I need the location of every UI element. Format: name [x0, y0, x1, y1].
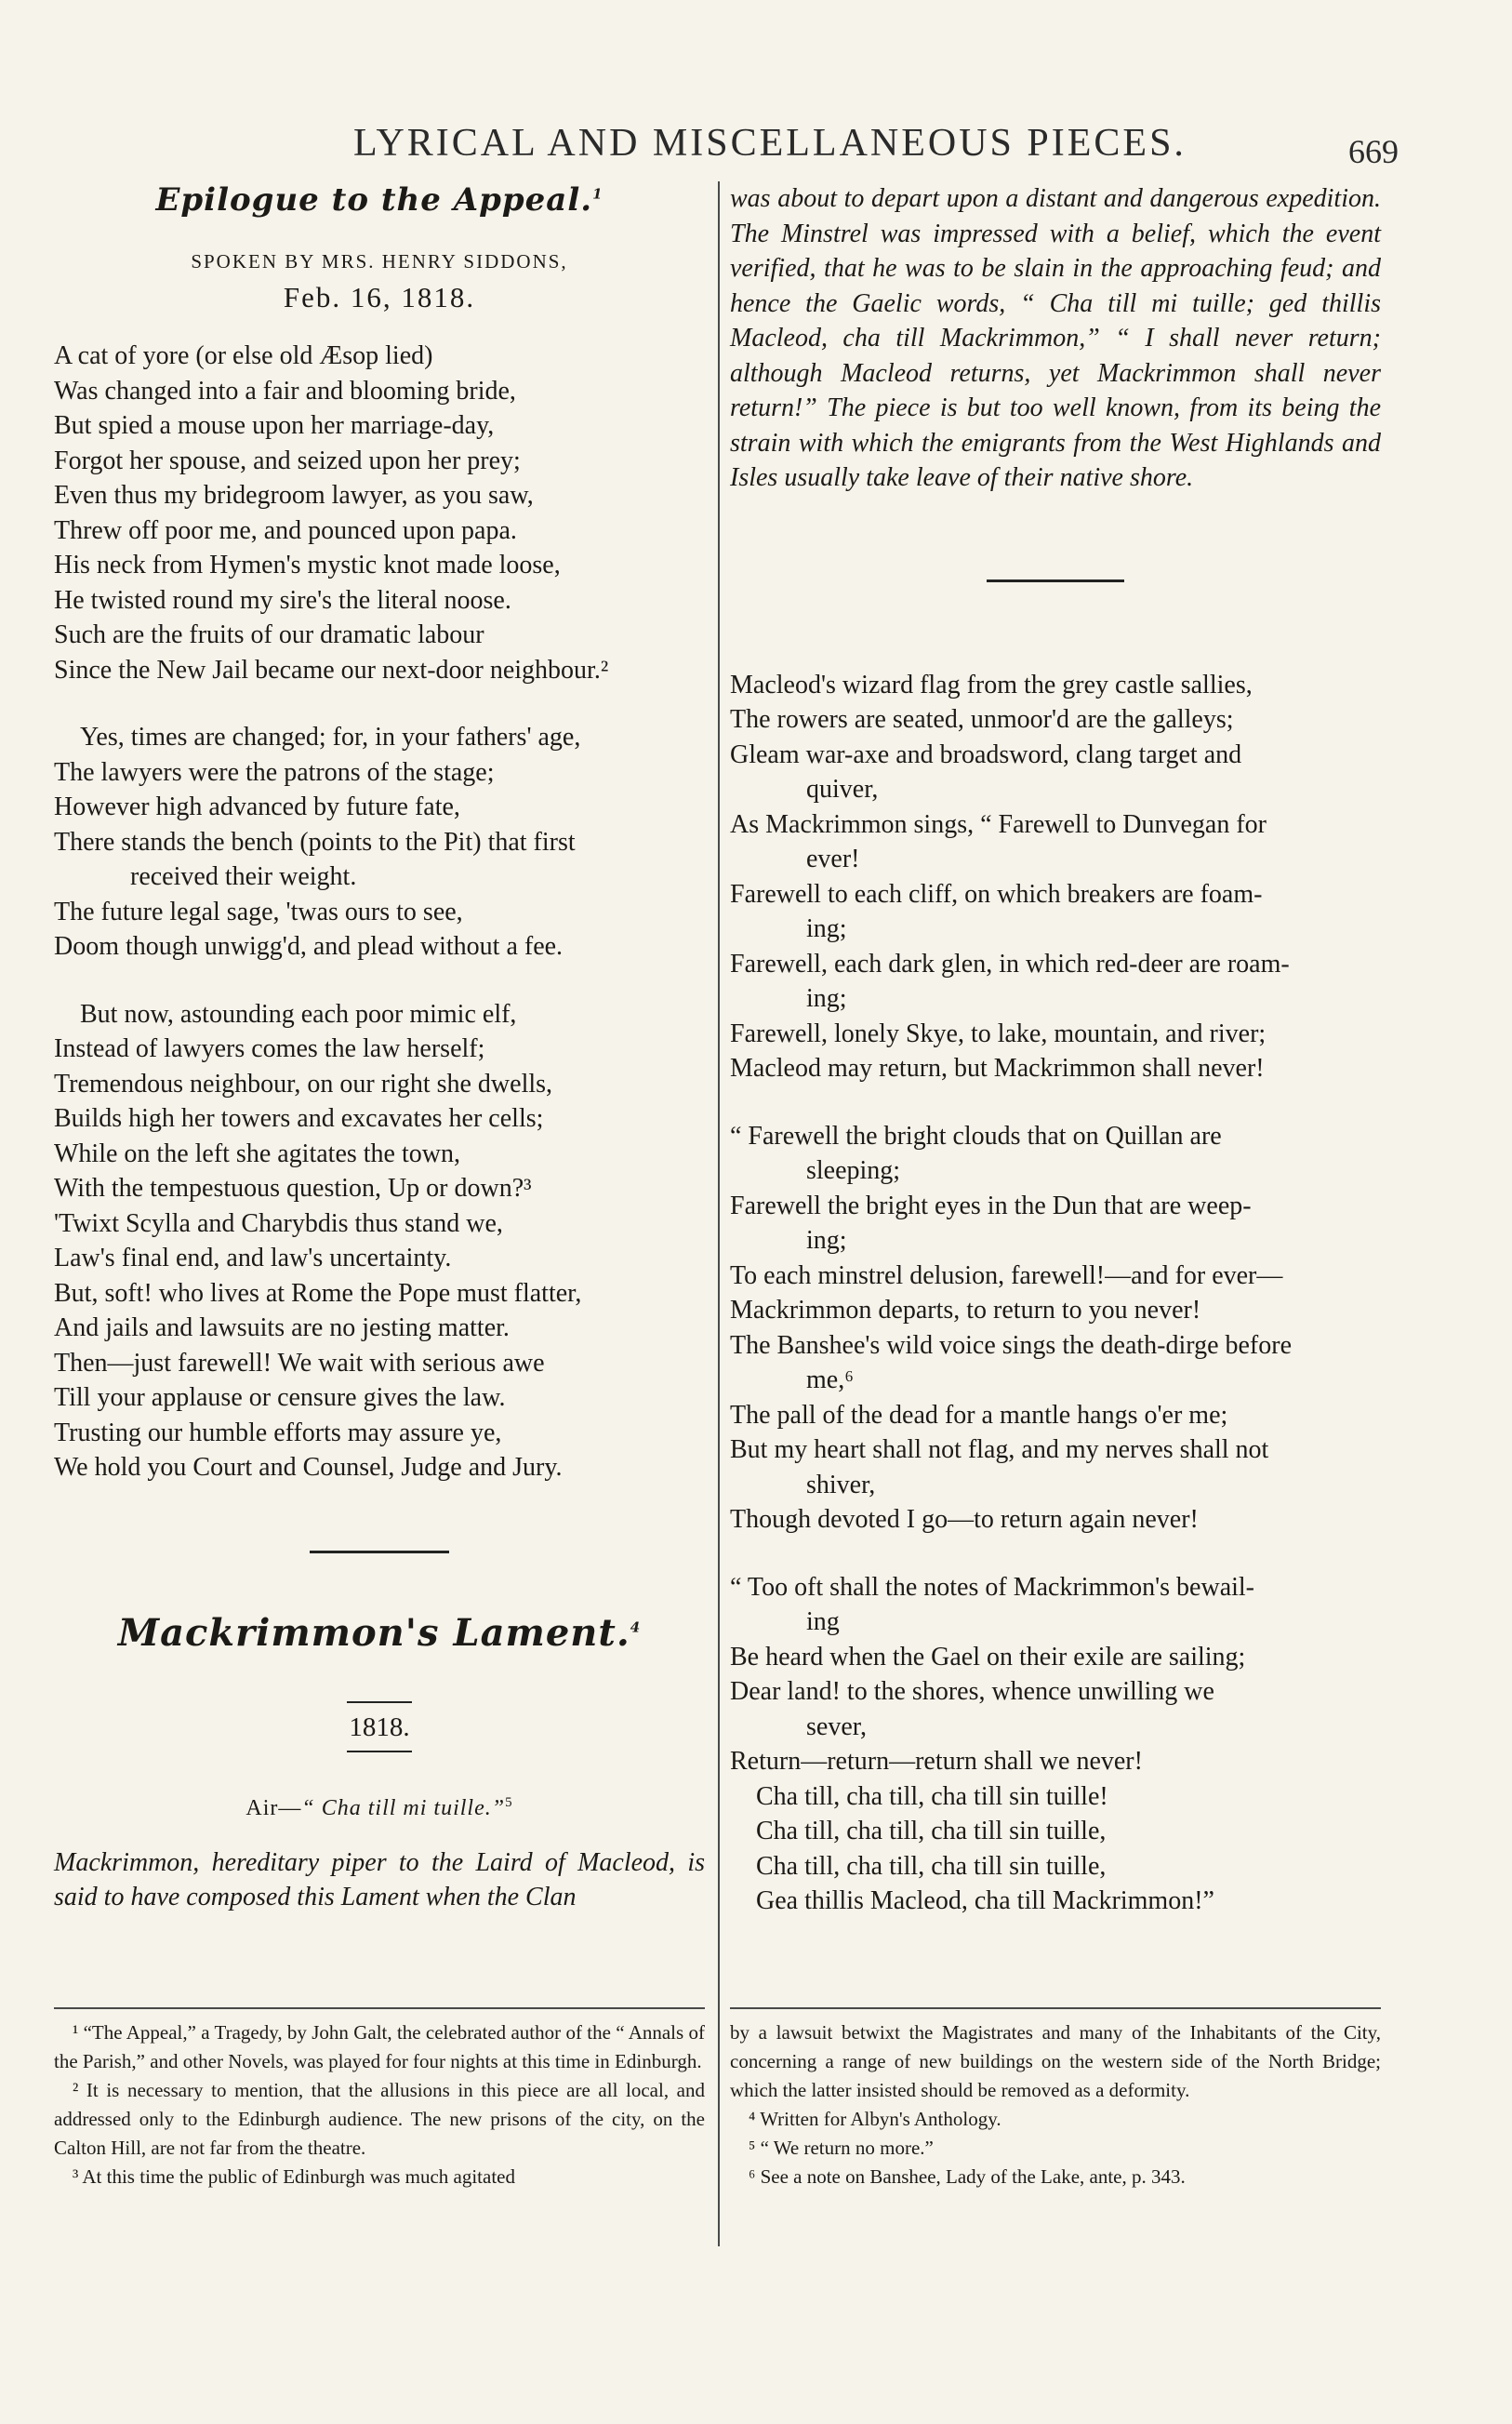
poem-line: Though devoted I go—to return again never! — [730, 1505, 1199, 1534]
poem-line: While on the left she agitates the town, — [54, 1139, 460, 1168]
poem-line: And jails and lawsuits are no jesting matter. — [54, 1313, 510, 1342]
lament-prefatory-left: Mackrimmon, hereditary piper to the Laird of Macleod, is said to have composed this Lament when the Clan — [54, 1847, 705, 1911]
poem-line: Law's final end, and law's uncertainty. — [54, 1244, 452, 1272]
poem-line: Farewell, each dark glen, in which red-deer are roam- — [730, 949, 1290, 979]
poem-line: Doom though unwigg'd, and plead without a fee. — [54, 932, 564, 961]
poem-line: Then—just farewell! We wait with serious awe — [54, 1348, 545, 1378]
page-header — [0, 112, 1512, 177]
poem-line: Tremendous neighbour, on our right she dwells, — [54, 1069, 553, 1099]
epilogue-stanza-2 — [54, 720, 705, 965]
poem-line: Trusting our humble efforts may assure ye, — [54, 1418, 502, 1447]
lament-title-note: 4 — [630, 1618, 642, 1636]
poem-line: Even thus my bridegroom lawyer, as you saw, — [54, 481, 534, 510]
poem-line: Macleod's wizard flag from the grey castle sallies, — [730, 670, 1253, 699]
poem-line: But my heart shall not flag, and my nerves shall not — [730, 1435, 1269, 1464]
poem-line: sever, — [806, 1711, 867, 1741]
section-divider — [310, 1551, 449, 1553]
poem-line: Gea thillis Macleod, cha till Mackrimmon!” — [756, 1886, 1214, 1915]
poem-line: Instead of lawyers comes the law herself; — [54, 1034, 485, 1063]
lament-prefatory-right: was about to depart upon a distant and dangerous expedition. The Minstrel was impressed with a belief, which the event verified, that he was to be slain in the approaching feud; and hence the Gaelic words, “ Cha till mi tuille; ged thillis Macleod, cha till Mackrimmon,” “ I shall never return; although Macleod returns, yet Mackrimmon shall never return!” The piece is but too well known, from its being the strain with which the emigrants from the West Highlands and Isles usually take leave of their native shore. — [730, 184, 1381, 492]
poem-line: Macleod may return, but Mackrimmon shall never! — [730, 1054, 1265, 1083]
poem-line: Builds high her towers and excavates her cells; — [54, 1104, 544, 1133]
poem-line: Farewell the bright eyes in the Dun that are weep- — [730, 1191, 1252, 1220]
epilogue-title-note: 1 — [592, 185, 603, 203]
poem-line: Yes, times are changed; for, in your fathers' age, — [80, 723, 581, 752]
poem-line: Dear land! to the shores, whence unwilling we — [730, 1677, 1214, 1706]
poem-line: The Banshee's wild voice sings the death-dirge before — [730, 1330, 1293, 1360]
epilogue-title-text: Epilogue to the Appeal. — [155, 181, 593, 219]
poem-line: To each minstrel delusion, farewell!—and for ever— — [730, 1260, 1283, 1290]
year-rule — [347, 1701, 412, 1703]
epilogue-date: Feb. 16, 1818. — [283, 281, 476, 313]
poem-line: He twisted round my sire's the literal noose. — [54, 585, 511, 615]
poem-line: quiver, — [806, 775, 879, 804]
lament-title-text: Mackrimmon's Lament. — [117, 1610, 630, 1655]
footnote: ⁵ “ We return no more.” — [749, 2137, 934, 2159]
footnote: ³ At this time the public of Edinburgh was much agitated — [73, 2165, 515, 2188]
footnote: ⁴ Written for Albyn's Anthology. — [749, 2108, 1001, 2130]
lament-stanza-1 — [730, 668, 1381, 1086]
poem-line: But now, astounding each poor mimic elf, — [80, 999, 517, 1029]
poem-line: The lawyers were the patrons of the stage; — [54, 757, 495, 787]
poem-line: shiver, — [806, 1470, 876, 1499]
poem-line: Was changed into a fair and blooming bride, — [54, 376, 516, 406]
poem-line: Till your applause or censure gives the law. — [54, 1383, 506, 1412]
footnote: ¹ “The Appeal,” a Tragedy, by John Galt, the celebrated author of the “ Annals of the Parish,” and other Novels, was played for four nights at this time in Edinburgh. — [54, 2021, 705, 2072]
footnotes-right — [730, 2018, 1381, 2191]
air-note: 5 — [505, 1794, 513, 1810]
air-label: Air— — [245, 1795, 302, 1820]
left-column — [54, 181, 705, 1915]
poem-line: ing; — [806, 1226, 847, 1255]
poem-line: The rowers are seated, unmoor'd are the galleys; — [730, 705, 1234, 734]
footnote: by a lawsuit betwixt the Magistrates and many of the Inhabitants of the City, concerning a range of new buildings on the western side of the North Bridge; which the latter insisted should be removed as a deformity. — [730, 2021, 1381, 2101]
lament-title — [54, 1611, 705, 1655]
poem-line: His neck from Hymen's mystic knot made loose, — [54, 551, 561, 579]
poem-line: received their weight. — [130, 862, 357, 891]
poem-line: A cat of yore (or else old Æsop lied) — [54, 341, 433, 370]
poem-line: 'Twixt Scylla and Charybdis thus stand we, — [54, 1208, 503, 1238]
lament-stanza-2 — [730, 1119, 1381, 1538]
poem-line: Return—return—return shall we never! — [730, 1747, 1143, 1776]
poem-line: Gleam war-axe and broadsword, clang target and — [730, 739, 1242, 769]
poem-line: Farewell to each cliff, on which breakers are foam- — [730, 879, 1263, 909]
poem-line: Such are the fruits of our dramatic labour — [54, 620, 484, 649]
lament-stanza-3 — [730, 1570, 1381, 1919]
footnote: ⁶ See a note on Banshee, Lady of the Lake, ante, p. 343. — [749, 2165, 1186, 2188]
poem-line: ing; — [806, 984, 847, 1013]
poem-line: We hold you Court and Counsel, Judge and Jury. — [54, 1453, 563, 1482]
poem-line: Cha till, cha till, cha till sin tuille, — [756, 1817, 1107, 1845]
running-title: LYRICAL AND MISCELLANEOUS PIECES. — [353, 122, 1187, 165]
footnote-rule-right — [730, 2007, 1381, 2009]
epilogue-stanza-1 — [54, 339, 705, 687]
page-number: 669 — [1348, 133, 1399, 170]
footnote: ² It is necessary to mention, that the allusions in this piece are all local, and addressed only to the Edinburgh audience. The new prisons of the city, on the Calton Hill, are not far from the theatre. — [54, 2079, 705, 2159]
poem-line: Be heard when the Gael on their exile are sailing; — [730, 1642, 1246, 1671]
poem-line: Since the New Jail became our next-door neighbour.² — [54, 655, 609, 685]
poem-line: As Mackrimmon sings, “ Farewell to Dunvegan for — [730, 809, 1267, 839]
poem-line: Forgot her spouse, and seized upon her prey; — [54, 446, 521, 475]
year-rule-bottom — [347, 1751, 412, 1752]
poem-line: The pall of the dead for a mantle hangs o'er me; — [730, 1400, 1228, 1430]
lament-air — [54, 1795, 705, 1821]
footnotes-left — [54, 2018, 705, 2191]
poem-line: me,⁶ — [806, 1365, 854, 1394]
poem-line: ing — [806, 1607, 840, 1636]
poem-line: There stands the bench (points to the Pit) that first — [54, 827, 576, 857]
poem-line: Threw off poor me, and pounced upon papa. — [54, 515, 517, 545]
epilogue-spoken-by: SPOKEN BY MRS. HENRY SIDDONS, — [191, 250, 568, 273]
right-column — [730, 181, 1381, 1919]
poem-line: Cha till, cha till, cha till sin tuille! — [756, 1781, 1108, 1811]
poem-line: Farewell, lonely Skye, to lake, mountain, and river; — [730, 1019, 1267, 1048]
poem-line: ing; — [806, 914, 847, 943]
poem-line: But spied a mouse upon her marriage-day, — [54, 411, 495, 440]
epilogue-title — [54, 181, 705, 219]
poem-line: Cha till, cha till, cha till sin tuille, — [756, 1851, 1107, 1881]
poem-line: “ Too oft shall the notes of Mackrimmon's bewail- — [730, 1572, 1255, 1602]
poem-line: ever! — [806, 845, 860, 873]
poem-line: Mackrimmon departs, to return to you never! — [730, 1296, 1201, 1325]
lament-year: 1818. — [349, 1711, 410, 1742]
poem-line: sleeping; — [806, 1156, 901, 1185]
footnote-rule-left — [54, 2007, 705, 2009]
poem-line: However high advanced by future fate, — [54, 792, 460, 821]
poem-line: But, soft! who lives at Rome the Pope must flatter, — [54, 1278, 582, 1308]
poem-line: The future legal sage, 'twas ours to see, — [54, 897, 463, 926]
column-divider — [718, 181, 720, 2246]
epilogue-stanza-3 — [54, 997, 705, 1485]
air-text: “ Cha till mi tuille.” — [301, 1795, 506, 1820]
section-divider-right — [987, 579, 1124, 582]
poem-line: With the tempestuous question, Up or down?³ — [54, 1174, 532, 1203]
poem-line: “ Farewell the bright clouds that on Quillan are — [730, 1121, 1222, 1151]
